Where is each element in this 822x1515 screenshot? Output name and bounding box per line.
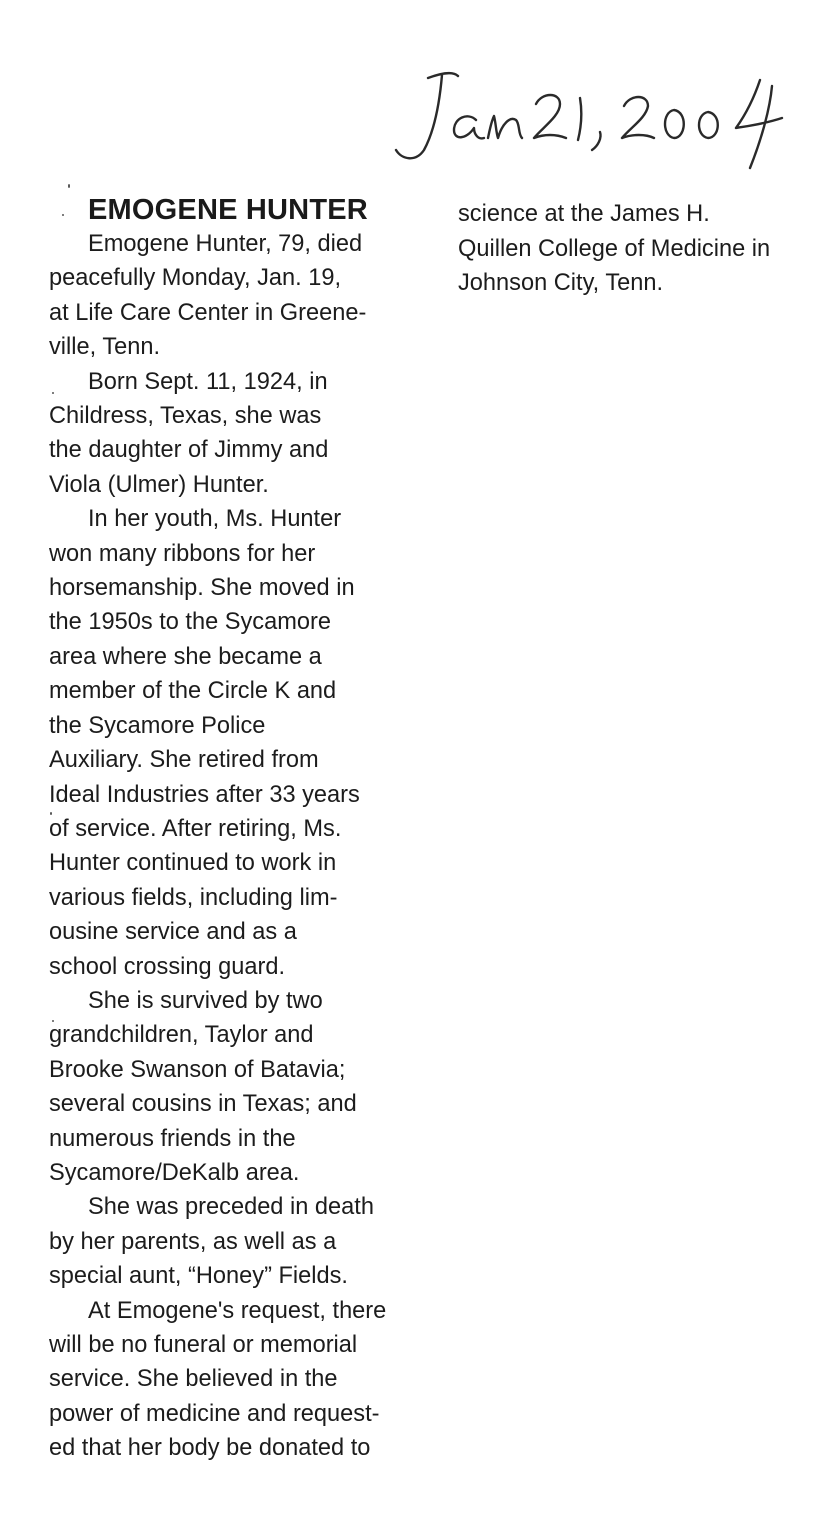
text-line: At Emogene's request, there [88, 1297, 387, 1324]
text-line: of service. After retiring, Ms. [49, 815, 342, 842]
text-line: special aunt, “Honey” Fields. [49, 1263, 348, 1290]
handwritten-date [384, 58, 814, 178]
obituary-column-right [458, 197, 818, 301]
handwritten-date-drawing [384, 58, 814, 178]
text-line: ville, Tenn. [49, 334, 161, 361]
text-line: Quillen College of Medicine in [458, 235, 771, 262]
text-line: won many ribbons for her [49, 540, 316, 567]
text-line: horsemanship. She moved in [49, 575, 355, 602]
text-line: the Sycamore Police [49, 712, 266, 739]
text-line: by her parents, as well as a [49, 1228, 337, 1255]
text-line: Johnson City, Tenn. [458, 270, 664, 296]
text-line: numerous friends in the [49, 1125, 296, 1152]
obituary-headline: EMOGENE HUNTER [88, 194, 368, 226]
text-line: grandchildren, Taylor and [49, 1022, 314, 1049]
text-line: Ideal Industries after 33 years [49, 781, 360, 808]
text-line: Viola (Ulmer) Hunter. [49, 471, 269, 498]
obituary-body-left [49, 227, 429, 1466]
text-line: power of medicine and request- [49, 1400, 380, 1427]
text-line: Emogene Hunter, 79, died [88, 231, 363, 257]
text-line: the 1950s to the Sycamore [49, 609, 331, 636]
text-line: Auxiliary. She retired from [49, 747, 319, 774]
text-line: She was preceded in death [88, 1194, 374, 1221]
text-line: In her youth, Ms. Hunter [88, 506, 342, 533]
text-line: Hunter continued to work in [49, 850, 337, 877]
text-line: service. She believed in the [49, 1366, 338, 1393]
text-line: She is survived by two [88, 987, 323, 1014]
scan-speck [62, 214, 64, 216]
text-line: at Life Care Center in Greene- [49, 299, 367, 326]
text-line: Born Sept. 11, 1924, in [88, 368, 328, 395]
scan-speck [52, 1020, 54, 1022]
text-line: member of the Circle K and [49, 678, 337, 705]
text-line: ousine service and as a [49, 919, 297, 946]
scan-speck [68, 184, 70, 188]
text-line: science at the James H. [458, 201, 710, 227]
text-line: school crossing guard. [49, 953, 286, 980]
scan-speck [50, 812, 52, 815]
obituary-column-left [49, 193, 429, 1466]
text-line: various fields, including lim- [49, 884, 338, 911]
text-line: Brooke Swanson of Batavia; [49, 1056, 346, 1083]
text-line: will be no funeral or memorial [49, 1332, 358, 1358]
text-line: several cousins in Texas; and [49, 1091, 357, 1118]
text-line: Childress, Texas, she was [49, 403, 322, 430]
text-line: area where she became a [49, 643, 322, 670]
text-line: Sycamore/DeKalb area. [49, 1159, 300, 1186]
text-line: the daughter of Jimmy and [49, 437, 329, 464]
text-line: ed that her body be donated to [49, 1435, 371, 1462]
scan-speck [52, 392, 54, 394]
text-line: peacefully Monday, Jan. 19, [49, 265, 342, 292]
obituary-body-right [458, 197, 818, 301]
